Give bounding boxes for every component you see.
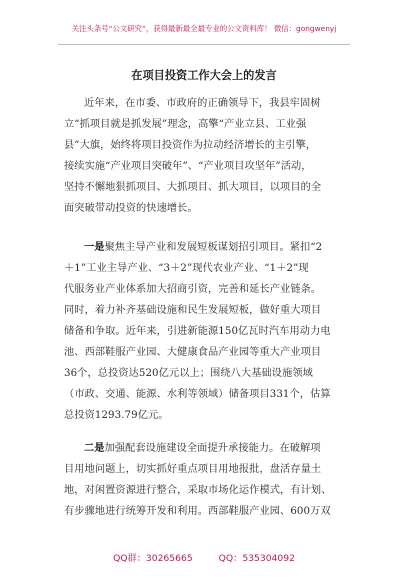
document-title: 在项目投资工作大会上的发言 xyxy=(131,69,277,82)
paragraph-first-line xyxy=(64,237,346,258)
paragraph-first-line xyxy=(64,438,346,459)
header-divider xyxy=(58,44,350,45)
footer-qq: QQ：535304092 xyxy=(218,553,295,564)
paragraph-line: 总投资1293.79亿元。 xyxy=(64,410,169,421)
paragraph-line: 储备和争取。近年来，引进新能源150亿瓦时汽车用动力电 xyxy=(64,326,331,337)
paragraph-line: ＋1”工业主导产业、“3＋2”现代农业产业、“1＋2”现 xyxy=(64,263,309,274)
paragraph-line: 池、西部鞋服产业园、大健康食品产业园等重大产业项目 xyxy=(64,347,322,358)
paragraph-line-text: 加强配套设施建设全面提升承接能力。在破解项 xyxy=(104,443,321,454)
paragraph-line-text: 聚焦主导产业和发展短板谋划招引项目。紧扣“2 xyxy=(104,242,323,253)
paragraph-line: 36个，总投资达520亿元以上；围绕八大基础设施领域 xyxy=(64,368,313,379)
paragraph-line: 有步骤地进行统筹开发和利用。西部鞋服产业园、600万双 xyxy=(64,506,331,517)
paragraph-line: 目用地问题上，切实抓好重点项目用地报批，盘活存量土 xyxy=(64,464,322,475)
paragraph-line: 接续实施“产业项目突破年”、“产业项目攻坚年”活动， xyxy=(64,161,312,172)
footer-contact xyxy=(0,553,408,565)
paragraph-intro xyxy=(64,93,346,219)
paragraph-line: 坚持不懈地狠抓项目、大抓项目、抓大项目，以项目的全 xyxy=(64,182,322,193)
point-lead: 一是 xyxy=(84,242,105,253)
paragraph-line: 立“抓项目就是抓发展”理念，高擎“产业立县、工业强 xyxy=(64,119,307,130)
paragraph-point-two xyxy=(64,438,346,522)
header-banner: 关注头条号“公文研究”，获得最新最全最专业的公文资料库！ 微信：gongwenyj xyxy=(71,24,337,33)
paragraph-point-one xyxy=(64,237,346,426)
paragraph-line: 同时，着力补齐基础设施和民生发展短板，做好重大项目 xyxy=(64,305,322,316)
paragraph-line: 县”大旗，始终将项目投资作为拉动经济增长的主引擎， xyxy=(64,140,317,151)
paragraph-line: 地，对闲置资源进行整合，采取市场化运作模式，有计划、 xyxy=(64,485,332,496)
paragraph-line: （市政、交通、能源、水利等领域）储备项目331个，估算 xyxy=(64,389,331,400)
point-lead: 二是 xyxy=(84,443,105,454)
paragraph-line: 面突破带动投资的快速增长。 xyxy=(64,203,198,214)
footer-qq-group: QQ群：30265665 xyxy=(113,553,193,564)
paragraph-line: 代服务业产业体系加大招商引资，完善和延长产业链条。 xyxy=(64,284,322,295)
paragraph-line: 近年来，在市委、市政府的正确领导下，我县牢固树 xyxy=(84,98,321,109)
